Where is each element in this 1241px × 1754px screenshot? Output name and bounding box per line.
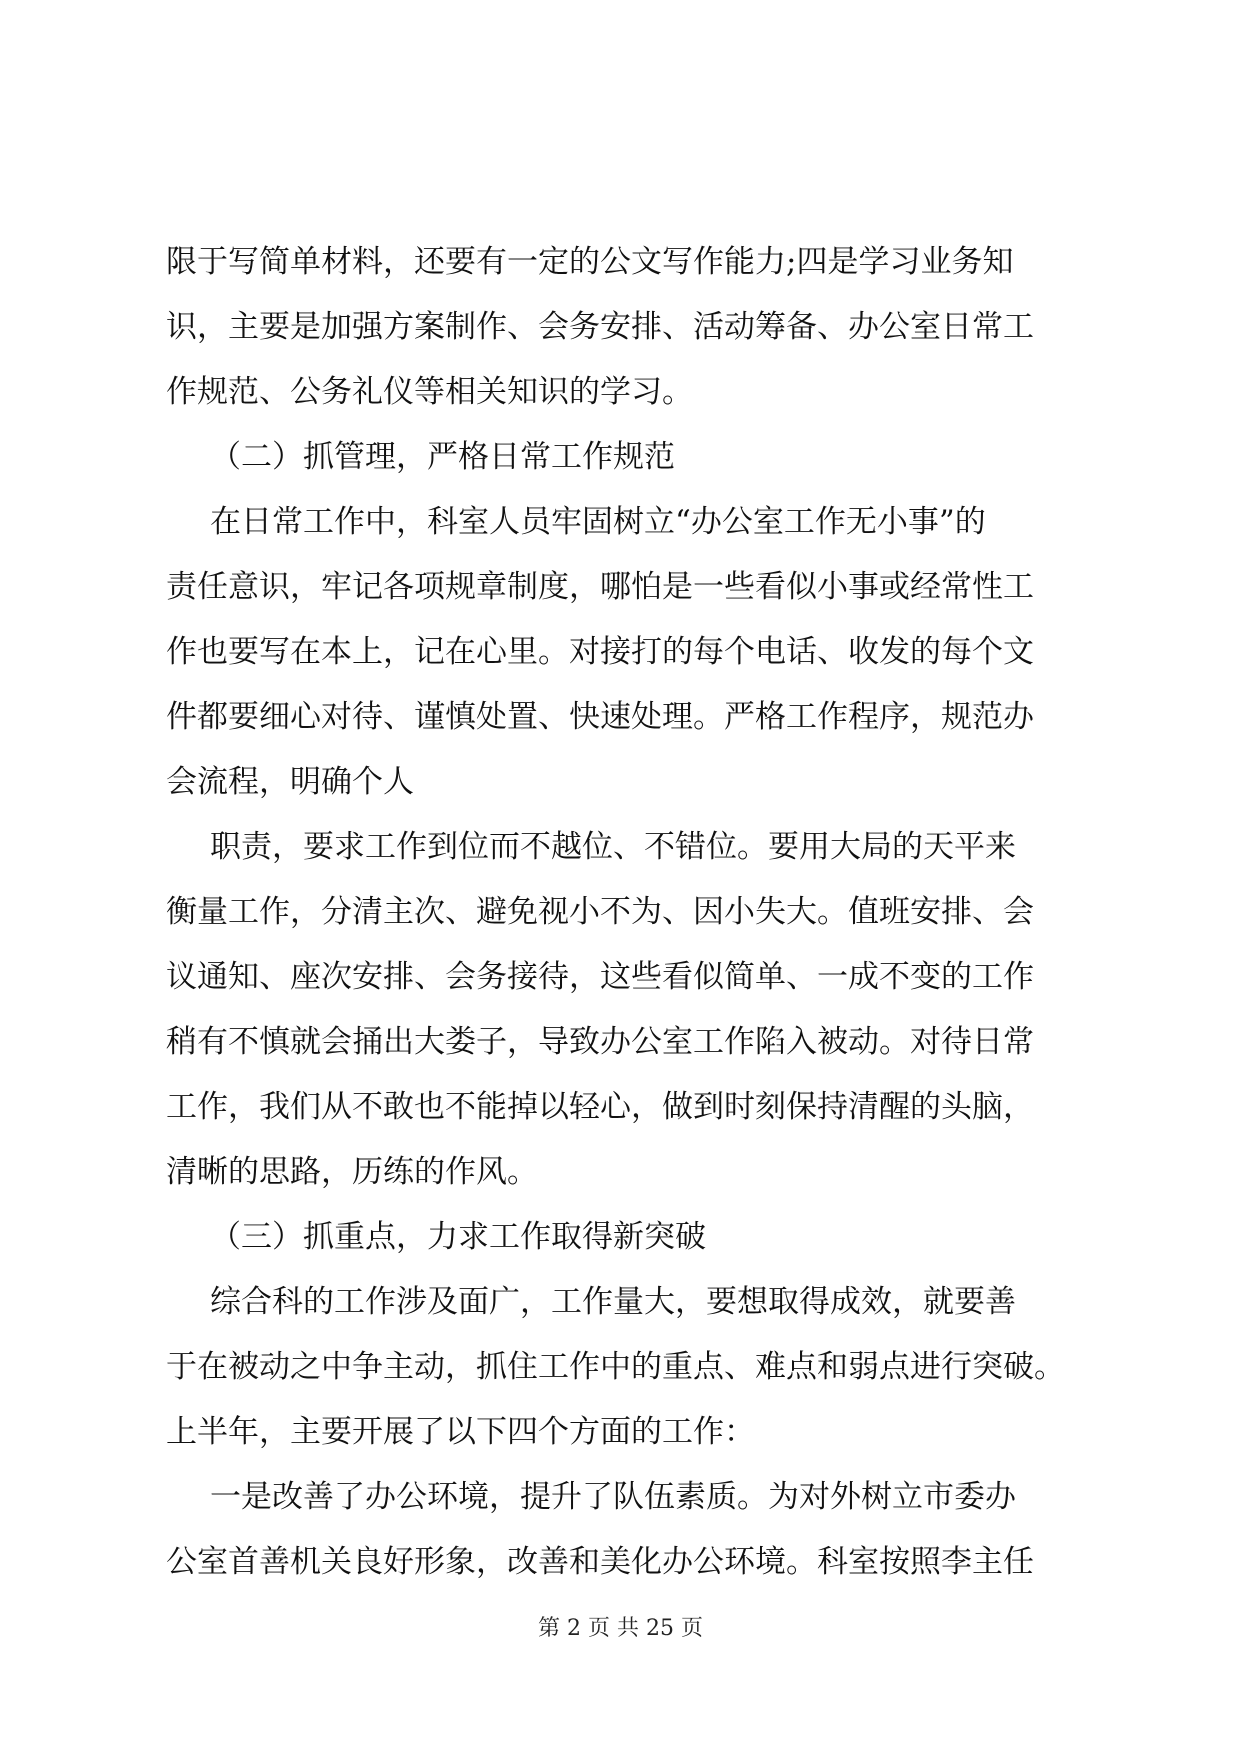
text-line: 职责，要求工作到位而不越位、不错位。要用大局的天平来 [210, 829, 1016, 865]
text-line: 工作，我们从不敢也不能掉以轻心，做到时刻保持清醒的头脑， [166, 1089, 1034, 1125]
text-line: 清晰的思路，历练的作风。 [166, 1154, 538, 1190]
text-line: 于在被动之中争主动，抓住工作中的重点、难点和弱点进行突破。 [166, 1349, 1065, 1385]
text-line: 稍有不慎就会捅出大娄子，导致办公室工作陷入被动。对待日常 [166, 1024, 1034, 1060]
text-line: 会流程，明确个人 [166, 764, 414, 800]
text-line: 议通知、座次安排、会务接待，这些看似简单、一成不变的工作 [166, 959, 1034, 995]
text-line: 一是改善了办公环境，提升了队伍素质。为对外树立市委办 [210, 1479, 1016, 1515]
section-heading: （二）抓管理，严格日常工作规范 [210, 439, 675, 475]
text-line: 责任意识，牢记各项规章制度，哪怕是一些看似小事或经常性工 [166, 569, 1034, 605]
text-line: 上半年，主要开展了以下四个方面的工作： [166, 1414, 755, 1450]
text-line: 限于写简单材料，还要有一定的公文写作能力;四是学习业务知 [166, 244, 1014, 280]
section-heading: （三）抓重点，力求工作取得新突破 [210, 1219, 706, 1255]
text-line: 公室首善机关良好形象，改善和美化办公环境。科室按照李主任 [166, 1544, 1034, 1580]
text-line: 识，主要是加强方案制作、会务安排、活动筹备、办公室日常工 [166, 309, 1034, 345]
page-footer: 第 2 页 共 25 页 [538, 1616, 703, 1641]
text-line: 作也要写在本上，记在心里。对接打的每个电话、收发的每个文 [166, 634, 1034, 670]
text-line: 综合科的工作涉及面广，工作量大，要想取得成效，就要善 [210, 1284, 1016, 1320]
text-line: 件都要细心对待、谨慎处置、快速处理。严格工作程序，规范办 [166, 699, 1034, 735]
text-line: 作规范、公务礼仪等相关知识的学习。 [166, 374, 693, 410]
text-line: 衡量工作，分清主次、避免视小不为、因小失大。值班安排、会 [166, 894, 1034, 930]
document-body [166, 230, 1076, 1595]
text-line: 在日常工作中，科室人员牢固树立“办公室工作无小事”的 [210, 504, 986, 540]
